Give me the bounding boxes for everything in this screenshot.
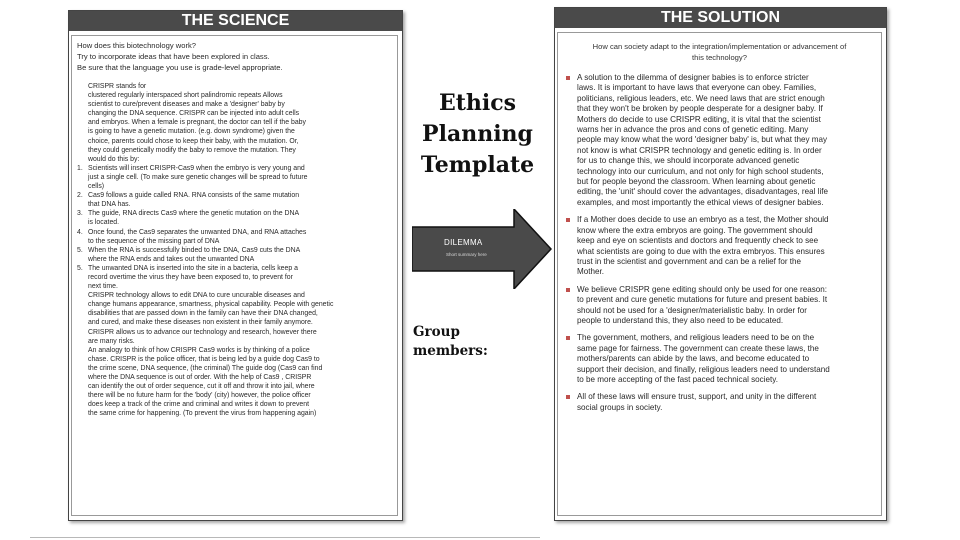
- text-line: Mother.: [577, 267, 604, 277]
- text-line: and embryos. When a female is pregnant, the doctor can tell if the baby: [88, 119, 306, 127]
- text-line: that DNA has.: [88, 201, 131, 209]
- text-line: that they won't be broken by people desperate for a designer baby. If: [577, 104, 823, 114]
- group-line: Group: [413, 324, 460, 340]
- text-line: social groups in society.: [577, 402, 663, 412]
- text-line: trust in the scientist and government and can be a relief for the: [577, 256, 802, 266]
- science-prompts: [77, 40, 392, 73]
- text-line: An analogy to think of how CRISPR Cas9 works is by thinking of a police: [88, 346, 310, 354]
- text-line: editing, the 'unit' should cover the advantages, disadvantages, real life: [577, 187, 829, 197]
- solution-panel: [554, 7, 887, 521]
- bullet-square-icon: [566, 76, 570, 80]
- text-line: All of these laws will ensure trust, support, and unity in the different: [577, 392, 817, 402]
- text-line: laws. It is important to have laws that everyone can obey. Families,: [577, 83, 817, 93]
- science-step: [77, 228, 392, 246]
- text-line: and cured, and make these diseases non existent in their family anymore.: [88, 319, 313, 327]
- text-line: record overtime the virus they have been exposed to, to prevent for: [88, 273, 293, 281]
- text-line: The guide, RNA directs Cas9 where the genetic mutation on the DNA: [88, 210, 300, 218]
- solution-bullet: [577, 215, 877, 277]
- science-steps: [77, 164, 392, 291]
- step-number: 2.: [77, 192, 83, 200]
- bullet-square-icon: [566, 336, 570, 340]
- text-line: Once found, the Cas9 separates the unwanted DNA, and RNA attaches: [88, 228, 307, 236]
- text-line: choice, parents could chose to keep their baby, with the mutation. Or,: [88, 137, 299, 145]
- text-line: technology into our curriculum, and not only for high school students,: [577, 166, 824, 176]
- text-line: they could genetically modify the baby to remove the mutation. They: [88, 146, 296, 154]
- step-number: 1.: [77, 164, 83, 172]
- science-body: [77, 82, 392, 418]
- title-line: Ethics: [438, 90, 517, 116]
- text-line: does keep a track of the crime and criminal and writes it down to prevent: [88, 401, 309, 409]
- text-line: scientist to cure/prevent diseases and make a 'designer' baby by: [88, 101, 285, 109]
- dilemma-arrow-icon: [412, 209, 552, 289]
- solution-header: THE SOLUTION: [555, 8, 886, 28]
- dilemma-label: DILEMMA: [444, 238, 483, 247]
- text-line: Mothers do decide to use CRISPR editing, it is vital that the scientist: [577, 114, 821, 124]
- text-line: next time.: [88, 283, 118, 291]
- text-line: disabilities that are passed down in the family can have their DNA changed,: [88, 310, 318, 318]
- text-line: warns her in advance the pros and cons of genetic editing. Many: [577, 125, 809, 135]
- text-line: examples, and most importantly the ethical views of designer babies.: [577, 197, 824, 207]
- text-line: When the RNA is successfully binded to the DNA, Cas9 cuts the DNA: [88, 246, 301, 254]
- step-number: 5.: [77, 246, 83, 254]
- question-line: How can society adapt to the integration/implementation or advancement of: [592, 42, 847, 51]
- solution-bullet: [577, 333, 877, 385]
- text-line: not know is what CRISPR technology and genetic editing is. In order: [577, 145, 822, 155]
- text-line: The unwanted DNA is inserted into the site in a bacteria, cells keep a: [88, 264, 298, 272]
- science-prompt: Be sure that the language you use is grade-level appropriate.: [77, 63, 283, 72]
- text-line: keep and eye on scientists and doctors and frequently check to see: [577, 236, 819, 246]
- title-line: Template: [420, 152, 535, 178]
- text-line: the same crime for happening. (To prevent the virus from happening again): [88, 410, 317, 418]
- text-line: CRISPR allows us to advance our technology and research, however there: [88, 328, 317, 336]
- text-line: CRISPR stands for: [88, 83, 147, 90]
- step-number: 3.: [77, 210, 83, 218]
- group-line: members:: [413, 343, 488, 359]
- text-line: should not be used for a 'designer/materialistic baby. In order for: [577, 305, 807, 315]
- bullet-square-icon: [566, 395, 570, 399]
- text-line: the crime scene, DNA sequence, (the criminal) The guide dog (Cas9 can find: [88, 364, 323, 372]
- text-line: where the RNA ends and takes out the unwanted DNA: [88, 255, 255, 263]
- template-title: [410, 88, 545, 181]
- solution-question: [562, 41, 877, 63]
- dilemma-sublabel: Short summary here: [446, 252, 487, 257]
- text-line: to be more accepting of the fast paced technical society.: [577, 374, 778, 384]
- step-number: 4.: [77, 228, 83, 236]
- text-line: to prevent and cure genetic mutations for future and present babies. It: [577, 295, 828, 305]
- text-line: just a single cell. (To make sure genetic changes will be spread to future: [88, 173, 308, 181]
- text-line: know where the extra embryos are going. The government should: [577, 225, 813, 235]
- text-line: people may know what the word 'designer baby' is, but what they may: [577, 135, 828, 145]
- text-line: would do this by:: [88, 155, 140, 163]
- text-line: can identify the out of order sequence, cut it off and throw it into jail, where: [88, 383, 315, 391]
- text-line: clustered regularly interspaced short palindromic repeats Allows: [88, 92, 283, 100]
- science-content: [71, 35, 398, 516]
- text-line: what scientists are going to due with the extra embryos. This ensures: [577, 246, 825, 256]
- step-number: 5.: [77, 264, 83, 272]
- science-header: THE SCIENCE: [69, 11, 402, 31]
- group-members-label: [413, 323, 533, 361]
- text-line: chase. CRISPR is the police officer, that is being led by a guide dog Cas9 to: [88, 355, 320, 363]
- text-line: people to understand this, they also need to be educated.: [577, 315, 784, 325]
- bullet-square-icon: [566, 218, 570, 222]
- science-step: [77, 264, 392, 291]
- text-line: for us to change this, we should incorporate advanced genetic: [577, 156, 800, 166]
- text-line: are many risks.: [88, 337, 135, 345]
- science-panel: [68, 10, 403, 521]
- solution-bullet: [577, 392, 877, 413]
- science-step: [77, 191, 392, 209]
- science-intro: [88, 82, 392, 164]
- solution-bullets: [562, 73, 877, 413]
- bullet-square-icon: [566, 288, 570, 292]
- text-line: change humans appearance, smartness, physical capability. People with genetic: [88, 301, 334, 309]
- solution-content: [557, 32, 882, 516]
- text-line: CRISPR technology allows to edit DNA to cure uncurable diseases and: [88, 292, 305, 300]
- text-line: mothers/parents can abide by the laws, and become educated to: [577, 354, 810, 364]
- science-step: [77, 246, 392, 264]
- text-line: Cas9 follows a guide called RNA. RNA consists of the same mutation: [88, 192, 300, 200]
- text-line: The government, mothers, and religious leaders need to be on the: [577, 333, 815, 343]
- title-line: Planning: [422, 121, 533, 147]
- science-step: [77, 209, 392, 227]
- science-prompt: Try to incorporate ideas that have been explored in class.: [77, 52, 270, 61]
- text-line: We believe CRISPR gene editing should only be used for one reason:: [577, 284, 828, 294]
- text-line: is going to have a genetic mutation. (e.g. down syndrome) given the: [88, 128, 295, 136]
- question-line: this technology?: [692, 53, 747, 62]
- text-line: is located.: [88, 219, 120, 227]
- solution-bullet: [577, 285, 877, 327]
- text-line: Scientists will insert CRISPR-Cas9 when the embryo is very young and: [88, 164, 305, 172]
- text-line: to the sequence of the missing part of DNA: [88, 237, 220, 245]
- text-line: politicians, religious leaders, etc. We need laws that are strict enough: [577, 93, 825, 103]
- text-line: changing the DNA sequence. CRISPR can be injected into adult cells: [88, 110, 300, 118]
- science-prompt: How does this biotechnology work?: [77, 41, 197, 50]
- text-line: same page for fairness. The government can create these laws, the: [577, 343, 819, 353]
- text-line: A solution to the dilemma of designer babies is to enforce stricter: [577, 73, 809, 82]
- text-line: there will be no future harm for the 'body' (city) however, the police officer: [88, 392, 311, 400]
- text-line: cells): [88, 183, 105, 191]
- text-line: If a Mother does decide to use an embryo as a test, the Mother should: [577, 215, 829, 225]
- text-line: where the DNA sequence is out of order. With the help of Cas9 , CRISPR: [88, 374, 312, 381]
- text-line: support their decision, and finally, religious leaders need to understand: [577, 364, 830, 374]
- science-outro: [88, 291, 392, 418]
- solution-bullet: [577, 73, 877, 208]
- science-step: [77, 164, 392, 191]
- page-bottom-rule: [30, 537, 540, 538]
- text-line: but for people beyond the classroom. When learning about genetic: [577, 177, 816, 187]
